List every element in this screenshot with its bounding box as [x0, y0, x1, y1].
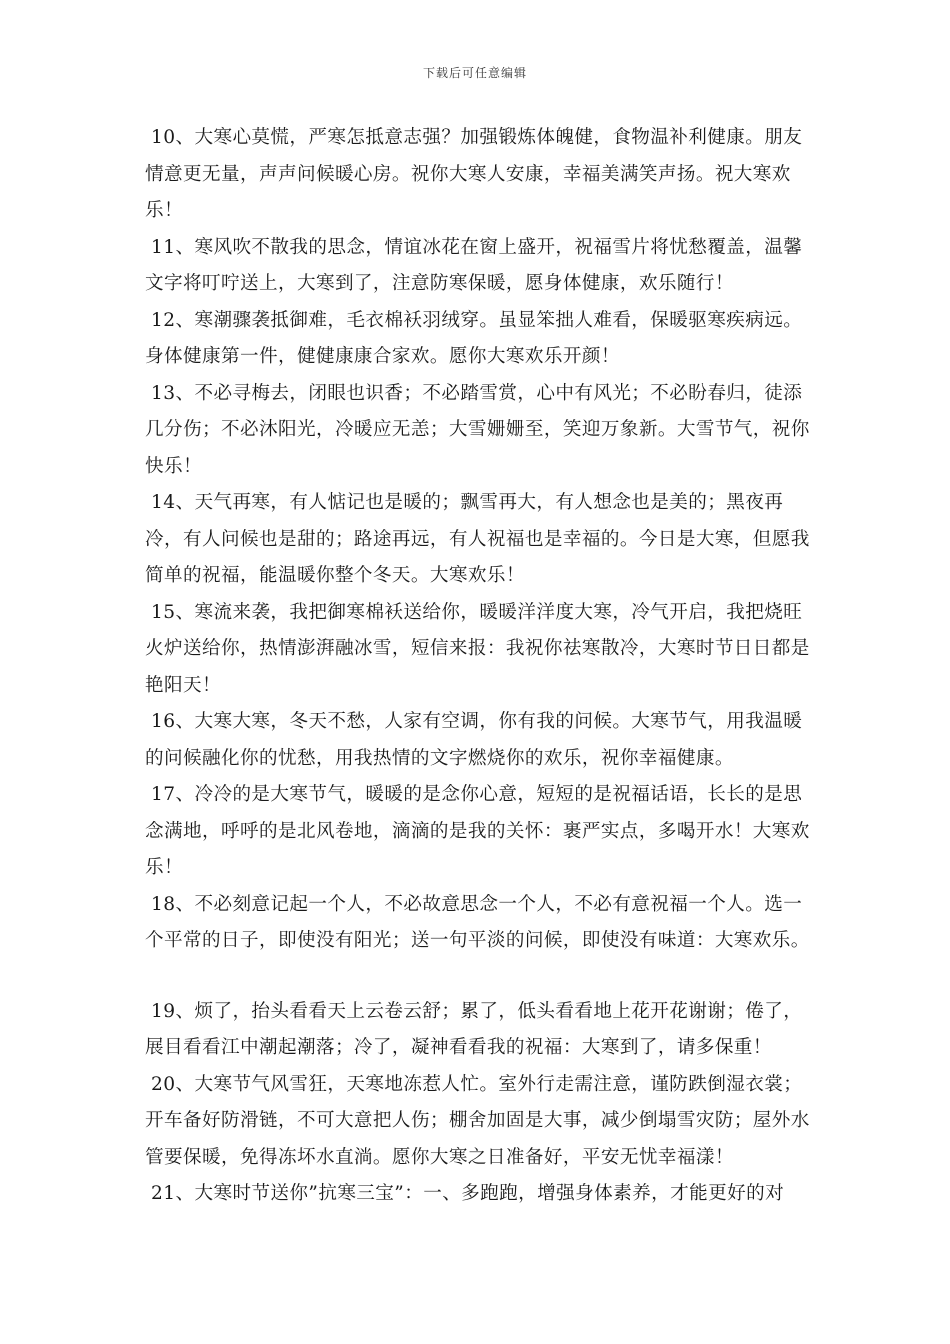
paragraph-gap	[145, 960, 815, 994]
paragraph-16: 16、大寒大寒，冬天不愁，人家有空调，你有我的问候。大寒节气，用我温暖的问候融化你的忧愁，用我热情的文字燃烧你的欢乐，祝你幸福健康。	[145, 711, 803, 769]
paragraph-10: 10、大寒心莫慌，严寒怎抵意志强？加强锻炼体魄健，食物温补利健康。朋友情意更无量，声声问候暖心房。祝你大寒人安康，幸福美满笑声扬。祝大寒欢乐！	[145, 127, 803, 221]
paragraph-20: 20、大寒节气风雪狂，天寒地冻惹人忙。室外行走需注意，谨防跌倒湿衣裳；开车备好防滑链，不可大意把人伤；棚舍加固是大事，减少倒塌雪灾防；屋外水管要保暖，免得冻坏水直淌。愿你大寒之日准备好，平安无忧幸福漾！	[145, 1073, 810, 1168]
paragraph-18: 18、不必刻意记起一个人，不必故意思念一个人，不必有意祝福一个人。选一个平常的日子，即使没有阳光；送一句平淡的问候，即使没有味道：大寒欢乐。	[145, 893, 810, 951]
paragraph-13: 13、不必寻梅去，闭眼也识香；不必踏雪赏，心中有风光；不必盼春归，徒添几分伤；不必沐阳光，冷暖应无恙；大雪姗姗至，笑迎万象新。大雪节气，祝你快乐！	[145, 382, 810, 477]
paragraph-12: 12、寒潮骤袭抵御难，毛衣棉袄羽绒穿。虽显笨拙人难看，保暖驱寒疾病远。身体健康第一件，健健康康合家欢。愿你大寒欢乐开颜！	[145, 309, 803, 367]
paragraph-14: 14、天气再寒，有人惦记也是暖的；飘雪再大，有人想念也是美的；黑夜再冷，有人问候也是甜的；路途再远，有人祝福也是幸福的。今日是大寒，但愿我简单的祝福，能温暖你整个冬天。大寒欢乐！	[145, 492, 810, 586]
document-body	[145, 120, 815, 1213]
page-header: 下载后可任意编辑	[422, 66, 527, 80]
paragraph-11: 11、寒风吹不散我的思念，情谊冰花在窗上盛开，祝福雪片将忧愁覆盖，温馨文字将叮咛送上，大寒到了，注意防寒保暖，愿身体健康，欢乐随行！	[145, 236, 803, 294]
paragraph-15: 15、寒流来袭，我把御寒棉袄送给你，暖暖洋洋度大寒，冷气开启，我把烧旺火炉送给你，热情澎湃融冰雪，短信来报：我祝你祛寒散冷，大寒时节日日都是艳阳天！	[145, 601, 810, 696]
paragraph-19: 19、烦了，抬头看看天上云卷云舒；累了，低头看看地上花开花谢谢；倦了，展目看看江中潮起潮落；冷了，凝神看看我的祝福：大寒到了，请多保重！	[145, 1000, 803, 1058]
paragraph-17: 17、冷冷的是大寒节气，暖暖的是念你心意，短短的是祝福话语，长长的是思念满地，呼呼的是北风卷地，滴滴的是我的关怀：裹严实点，多喝开水！大寒欢乐！	[145, 784, 810, 878]
paragraph-21: 21、大寒时节送你”抗寒三宝”：一、多跑跑，增强身体素养，才能更好的对	[151, 1183, 785, 1204]
